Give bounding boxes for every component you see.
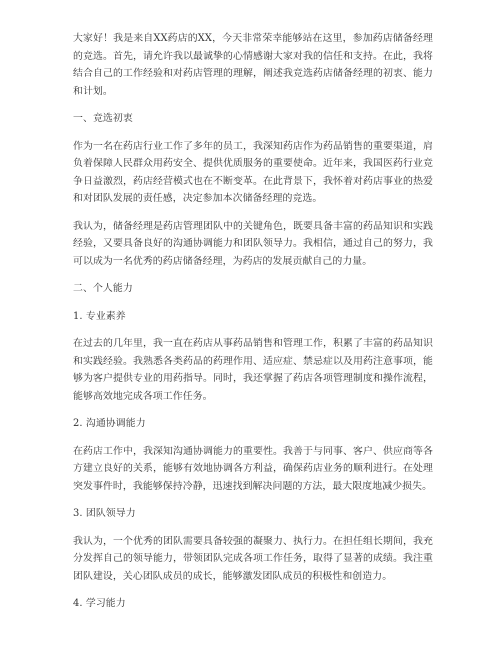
motivation-paragraph-1: 作为一名在药店行业工作了多年的员工，我深知药店作为药品销售的重要渠道，肩负着保障人民群众用药安全、提供优质服务的重要使命。近年来，我国医药行业竞争日益激烈，药店经营模式也在不断变革。在此背景下，我怀着对药店事业的热爱和对团队发展的责任感，决定参加本次储备经理的竞选。 (73, 140, 433, 204)
intro-paragraph: 大家好！我是来自XX药店的XX，今天非常荣幸能够站在这里，参加药店储备经理的竞选。首先，请允许我以最诚挚的心情感谢大家对我的信任和支持。在此，我将结合自己的工作经验和对药店管理的理解，阐述我竞选药店储备经理的初衷、能力和计划。 (73, 33, 433, 97)
professional-paragraph: 在过去的几年里，我一直在药店从事药品销售和管理工作，积累了丰富的药品知识和实践经验。我熟悉各类药品的药理作用、适应症、禁忌症以及用药注意事项，能够为客户提供专业的用药指导。同时，我还掌握了药店各项管理制度和操作流程，能够高效地完成各项工作任务。 (73, 338, 433, 402)
section-heading-abilities: 二、个人能力 (73, 283, 133, 294)
communication-paragraph: 在药店工作中，我深知沟通协调能力的重要性。我善于与同事、客户、供应商等各方建立良好的关系，能够有效地协调各方利益，确保药店业务的顺利进行。在处理突发事件时，我能够保持冷静，迅速找到解决问题的方法，最大限度地减少损失。 (73, 445, 433, 492)
subheading-professional: 1. 专业素养 (73, 310, 126, 322)
section-heading-motivation: 一、竞选初衷 (73, 113, 133, 124)
subheading-leadership: 3. 团队领导力 (73, 508, 136, 519)
subheading-communication: 2. 沟通协调能力 (73, 418, 146, 429)
document-body (73, 30, 433, 623)
subheading-learning: 4. 学习能力 (73, 598, 126, 609)
motivation-paragraph-2: 我认为，储备经理是药店管理团队中的关键角色，既要具备丰富的药品知识和实践经验，又要具备良好的沟通协调能力和团队领导力。我相信，通过自己的努力，我可以成为一名优秀的药店储备经理，为药店的发展贡献自己的力量。 (73, 220, 433, 267)
leadership-paragraph: 我认为，一个优秀的团队需要具备较强的凝聚力、执行力。在担任组长期间，我充分发挥自己的领导能力，带领团队完成各项工作任务，取得了显著的成绩。我注重团队建设，关心团队成员的成长，能够激发团队成员的积极性和创造力。 (73, 535, 433, 582)
